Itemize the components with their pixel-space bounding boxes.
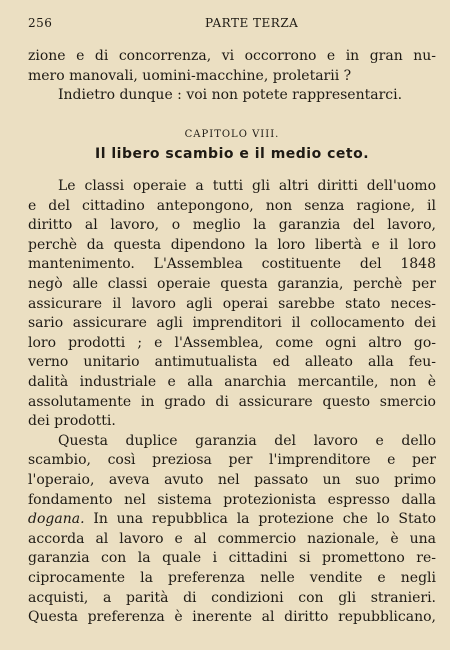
text-line: zione e di concorrenza, vi occorrono e in gran nu- [28,48,436,64]
text-line: sario assicurare agli imprenditori il collocamento dei [28,315,436,332]
text-line: perchè da questa dipendono la loro libertà e il loro [28,236,436,253]
text-line: scambio, così preziosa per l'imprenditore e per [28,452,436,469]
text-line: Questa preferenza è inerente al diritto repubblicano, [28,609,436,626]
text-fragment: In una repubblica la protezione che lo Stato [84,511,436,528]
chapter-title: Il libero scambio e il medio ceto. [94,146,370,163]
text-line: diritto al lavoro, o meglio la garanzia del lavoro, [28,217,436,234]
text-line: dalità industriale e alla anarchia mercantile, non è [28,374,436,390]
text-line: Questa duplice garanzia del lavoro e dello [58,432,436,449]
running-head: PARTE TERZA [205,16,299,30]
chapter-label: CAPITOLO VIII. [184,128,280,140]
text-line: Le classi operaie a tutti gli altri diritti dell'uomo [58,178,436,194]
text-line: mero manovali, uomini-macchine, proletarii ? [28,67,352,84]
text-line: acquisti, a parità di condizioni con gli stranieri. [28,589,436,606]
italic-word: dogana. [28,511,85,528]
text-line: Indietro dunque : voi non potete rappresentarci. [58,87,403,104]
page-number: 256 [28,16,53,30]
page-header [28,10,430,32]
text-line: fondamento nel sistema protezionista espresso dalla [28,491,436,508]
text-line: garanzia con la quale i cittadini si promettono re- [28,550,436,567]
text-line: assolutamente in grado di assicurare questo smercio [28,393,436,410]
text-line: accorda al lavoro e al commercio nazionale, è una [28,530,436,547]
text-line: loro prodotti ; e l'Assemblea, come ogni altro go- [28,334,436,351]
text-line: assicurare il lavoro agli operai sarebbe stato neces- [28,295,436,312]
text-line: e del cittadino antepongono, non senza ragione, il [28,197,436,214]
text-line: verno unitario antimutualista ed alleato alla feu- [28,354,436,371]
text-line: ciprocamente la preferenza nelle vendite e negli [28,570,436,586]
text-line: negò alle classi operaie questa garanzia, perchè per [28,276,436,292]
text-line [28,509,436,529]
text-line: mantenimento. L'Assemblea costituente del 1848 [28,256,436,273]
text-line: l'operaio, aveva avuto nel passato un suo primo [28,472,436,488]
text-line: dei prodotti. [28,413,116,430]
